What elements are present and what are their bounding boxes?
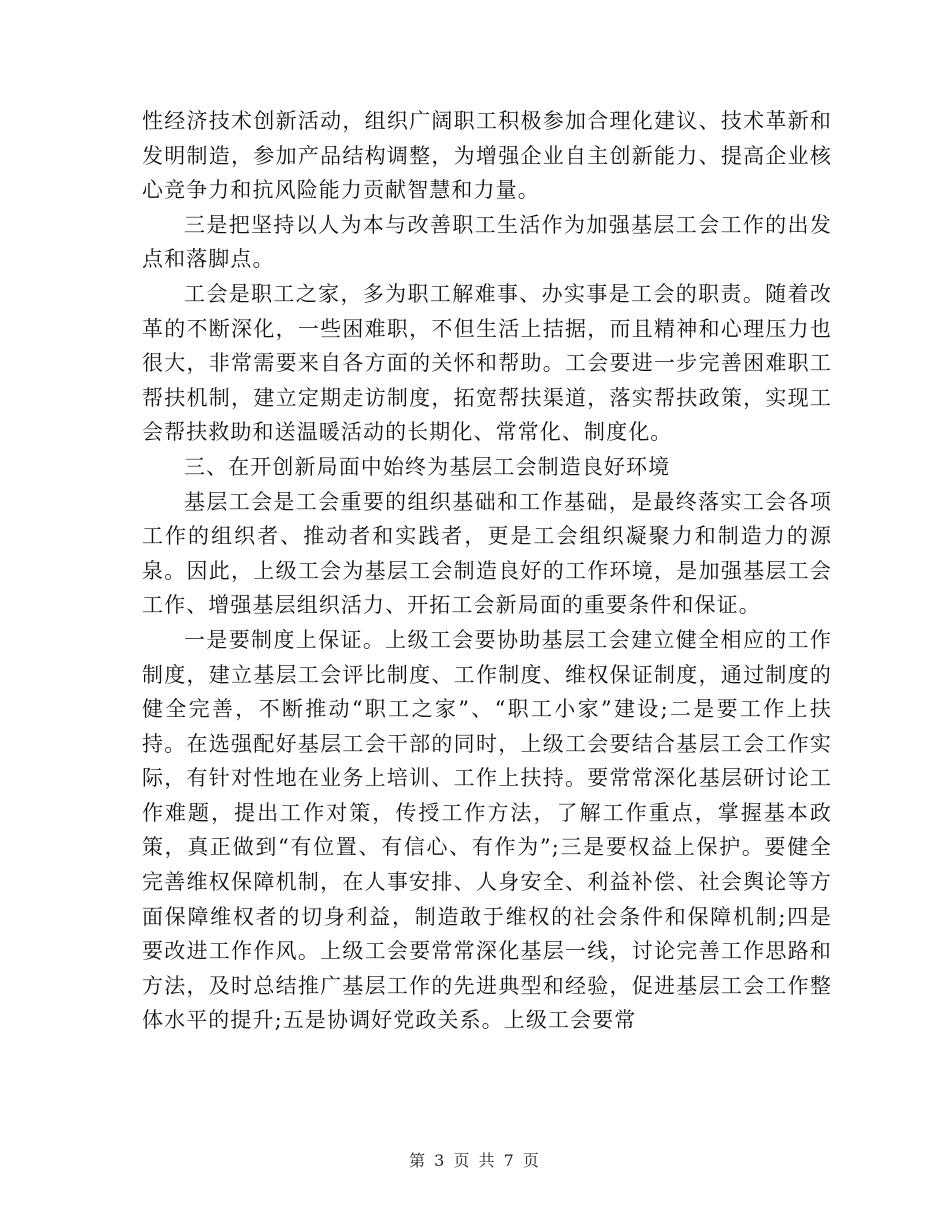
paragraph-2: 三是把坚持以人为本与改善职工生活作为加强基层工会工作的出发点和落脚点。: [142, 212, 832, 272]
page-number-footer: 第 3 页 共 7 页: [409, 1151, 541, 1170]
paragraph-1: 性经济技术创新活动，组织广阔职工积极参加合理化建议、技术革新和发明制造，参加产品结构调整，为增强企业自主创新能力、提高企业核心竞争力和抗风险能力贡献智慧和力量。: [142, 109, 832, 203]
document-body: [142, 104, 832, 1038]
section-heading: 三、在开创新局面中始终为基层工会制造良好环境: [184, 454, 671, 479]
paragraph-6: 一是要制度上保证。上级工会要协助基层工会建立健全相应的工作制度，建立基层工会评比制度、工作制度、维权保证制度，通过制度的健全完善，不断推动“职工之家”、“职工小家”建设;二是要工作上扶持。在选强配好基层工会干部的同时，上级工会要结合基层工会工作实际，有针对性地在业务上培训、工作上扶持。要常常深化基层研讨论工作难题，提出工作对策，传授工作方法，了解工作重点，掌握基本政策，真正做到“有位置、有信心、有作为”;三是要权益上保护。要健全完善维权保障机制，在人事安排、人身安全、利益补偿、社会舆论等方面保障维权者的切身利益，制造敢于维权的社会条件和保障机制;四是要改进工作作风。上级工会要常常深化基层一线，讨论完善工作思路和方法，及时总结推广基层工作的先进典型和经验，促进基层工会工作整体水平的提升;五是协调好党政关系。上级工会要常: [142, 627, 832, 1033]
paragraph-3: 工会是职工之家，多为职工解难事、办实事是工会的职责。随着改革的不断深化，一些困难职，不但生活上拮据，而且精神和心理压力也很大，非常需要来自各方面的关怀和帮助。工会要进一步完善困难职工帮扶机制，建立定期走访制度，拓宽帮扶渠道，落实帮扶政策，实现工会帮扶救助和送温暖活动的长期化、常常化、制度化。: [142, 281, 832, 445]
paragraph-5: 基层工会是工会重要的组织基础和工作基础，是最终落实工会各项工作的组织者、推动者和实践者，更是工会组织凝聚力和制造力的源泉。因此，上级工会为基层工会制造良好的工作环境，是加强基层工会工作、增强基层组织活力、开拓工会新局面的重要条件和保证。: [142, 489, 832, 618]
